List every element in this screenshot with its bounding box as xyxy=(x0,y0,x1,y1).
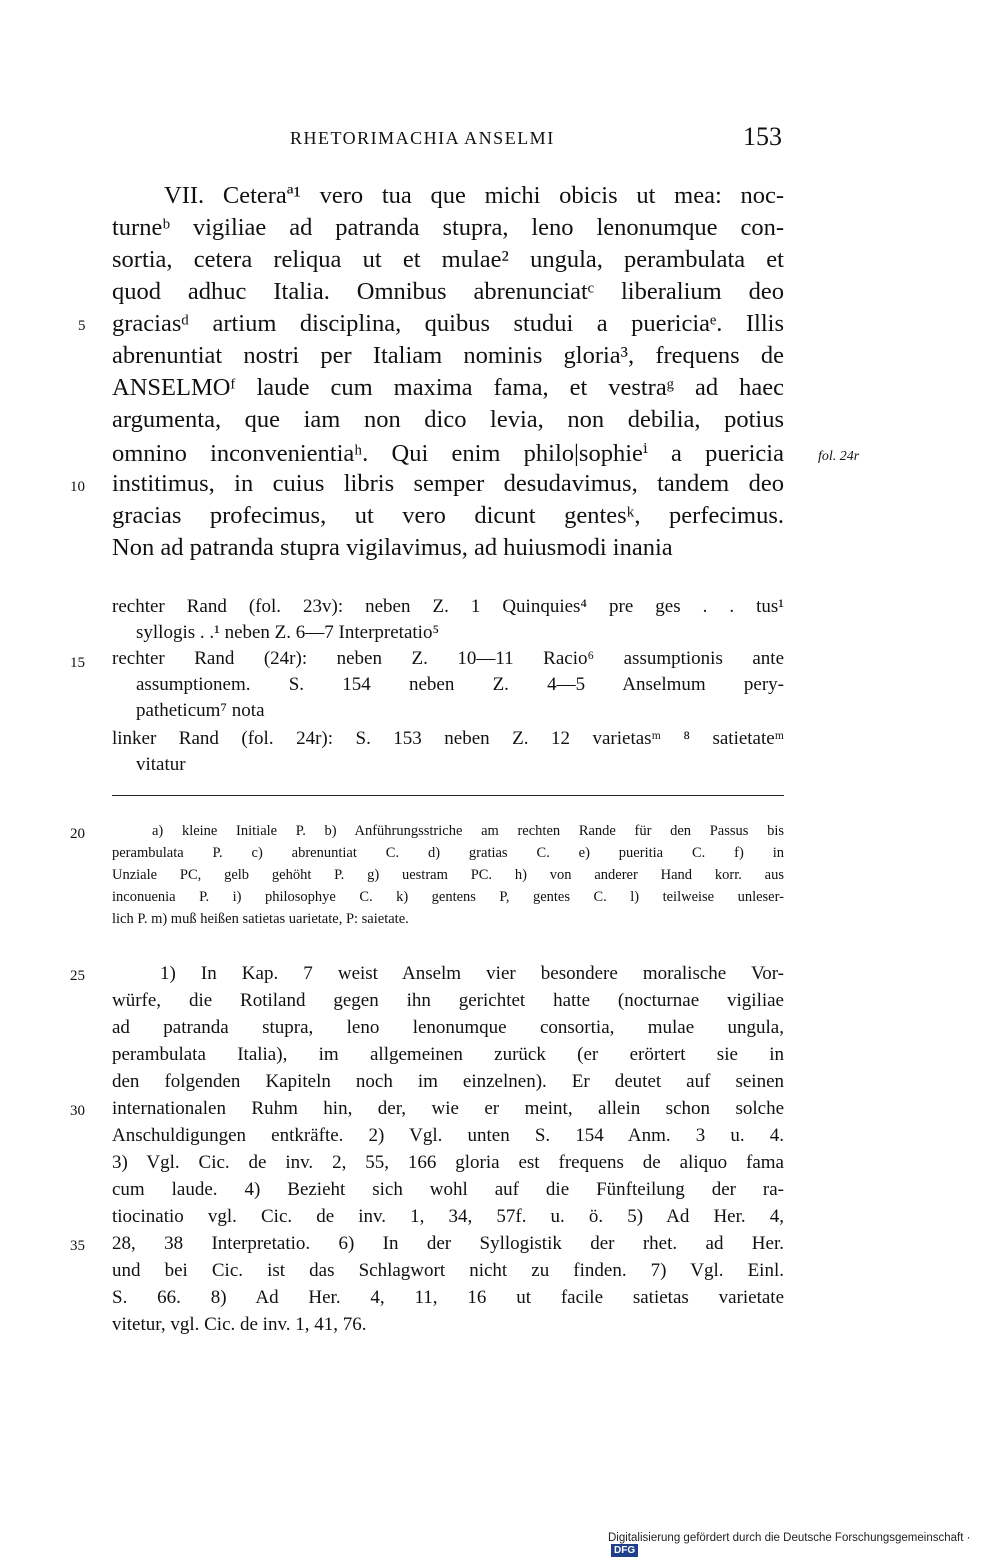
marginal-note-line: linker Rand (fol. 24r): S. 153 neben Z. 12 varietasᵐ ⁸ satietateᵐ xyxy=(112,728,784,749)
footnote-line: ad patranda stupra, leno lenonumque consortia, mulae ungula, xyxy=(112,1017,784,1038)
line-number: 10 xyxy=(70,479,85,495)
apparatus-line: a) kleine Initiale P. b) Anführungsstriche am rechten Rande für den Passus bis xyxy=(152,823,784,839)
marginal-note-line: patheticum⁷ nota xyxy=(136,700,265,721)
running-title: RHETORIMACHIA ANSELMI xyxy=(290,128,555,148)
line-number: 35 xyxy=(70,1238,85,1254)
apparatus-line: Unziale PC, gelb gehöht P. g) uestram PC. h) von anderer Hand korr. aus xyxy=(112,867,784,883)
main-text-line: turneᵇ vigiliae ad patranda stupra, leno lenonumque con- xyxy=(112,214,784,241)
line-number: 30 xyxy=(70,1103,85,1119)
footnote-line: tiocinatio vgl. Cic. de inv. 1, 34, 57f. u. ö. 5) Ad Her. 4, xyxy=(112,1206,784,1227)
dfg-logo: DFG xyxy=(611,1544,638,1557)
main-text-line: omnino inconvenientiaʰ. Qui enim philo|sophieⁱ a puericia xyxy=(112,440,784,467)
main-text-line: argumenta, que iam non dico levia, non debilia, potius xyxy=(112,406,784,433)
main-text-line: Non ad patranda stupra vigilavimus, ad huiusmodi inania xyxy=(112,534,673,561)
marginal-note-line: syllogis . .¹ neben Z. 6—7 Interpretatio⁵ xyxy=(136,622,440,643)
apparatus-line: inconuenia P. i) philosophye C. k) gentens P, gentes C. l) teilweise unleser- xyxy=(112,889,784,905)
main-text-line: graciasᵈ artium disciplina, quibus studui a puericiaᵉ. Illis xyxy=(112,310,784,337)
main-text-line: ANSELMOᶠ laude cum maxima fama, et vestraᵍ ad haec xyxy=(112,374,784,401)
digitization-credit xyxy=(608,1532,1000,1557)
main-text-line: abrenuntiat nostri per Italiam nominis gloria³, frequens de xyxy=(112,342,784,369)
marginal-note-line: vitatur xyxy=(136,754,186,775)
footnote-line: vitetur, vgl. Cic. de inv. 1, 41, 76. xyxy=(112,1314,367,1335)
footnote-line: internationalen Ruhm hin, der, wie er meint, allein schon solche xyxy=(112,1098,784,1119)
main-text-line: sortia, cetera reliqua ut et mulae² ungula, perambulata et xyxy=(112,246,784,273)
line-number: 25 xyxy=(70,968,85,984)
footnote-line: S. 66. 8) Ad Her. 4, 11, 16 ut facile satietas varietate xyxy=(112,1287,784,1308)
footnote-line: cum laude. 4) Bezieht sich wohl auf die Fünfteilung der ra- xyxy=(112,1179,784,1200)
footnote-line: würfe, die Rotiland gegen ihn gerichtet hatte (nocturnae vigiliae xyxy=(112,990,784,1011)
page-number: 153 xyxy=(743,122,782,151)
apparatus-line: lich P. m) muß heißen satietas uarietate, P: saietate. xyxy=(112,911,409,927)
apparatus-line: perambulata P. c) abrenuntiat C. d) gratias C. e) pueritia C. f) in xyxy=(112,845,784,861)
main-text-line: gracias profecimus, ut vero dicunt gentesᵏ, perfecimus. xyxy=(112,502,784,529)
main-text-line: VII. Ceteraª¹ vero tua que michi obicis ut mea: noc- xyxy=(164,182,784,209)
footnote-line: und bei Cic. ist das Schlagwort nicht zu finden. 7) Vgl. Einl. xyxy=(112,1260,784,1281)
footnote-line: den folgenden Kapiteln noch im einzelnen). Er deutet auf seinen xyxy=(112,1071,784,1092)
footnote-line: perambulata Italia), im allgemeinen zurück (er erörtert sie in xyxy=(112,1044,784,1065)
folio-margin-reference: fol. 24r xyxy=(818,449,860,464)
footnote-line: Anschuldigungen entkräfte. 2) Vgl. unten S. 154 Anm. 3 u. 4. xyxy=(112,1125,784,1146)
footnote-line: 3) Vgl. Cic. de inv. 2, 55, 166 gloria est frequens de aliquo fama xyxy=(112,1152,784,1173)
marginal-note-line: assumptionem. S. 154 neben Z. 4—5 Anselmum pery- xyxy=(136,674,784,695)
separator-rule xyxy=(112,795,784,796)
footnote-line: 1) In Kap. 7 weist Anselm vier besondere moralische Vor- xyxy=(160,963,784,984)
marginal-note-line: rechter Rand (24r): neben Z. 10—11 Racio⁶ assumptionis ante xyxy=(112,648,784,669)
credit-text: Digitalisierung gefördert durch die Deutsche Forschungsgemeinschaft · xyxy=(608,1532,971,1544)
line-number: 15 xyxy=(70,655,85,671)
main-text-line: institimus, in cuius libris semper desudavimus, tandem deo xyxy=(112,470,784,497)
main-text-line: quod adhuc Italia. Omnibus abrenunciatᶜ liberalium deo xyxy=(112,278,784,305)
footnote-line: 28, 38 Interpretatio. 6) In der Syllogistik der rhet. ad Her. xyxy=(112,1233,784,1254)
line-number: 20 xyxy=(70,826,85,842)
line-number: 5 xyxy=(78,318,86,334)
marginal-note-line: rechter Rand (fol. 23v): neben Z. 1 Quinquies⁴ pre ges . . tus¹ xyxy=(112,596,784,617)
